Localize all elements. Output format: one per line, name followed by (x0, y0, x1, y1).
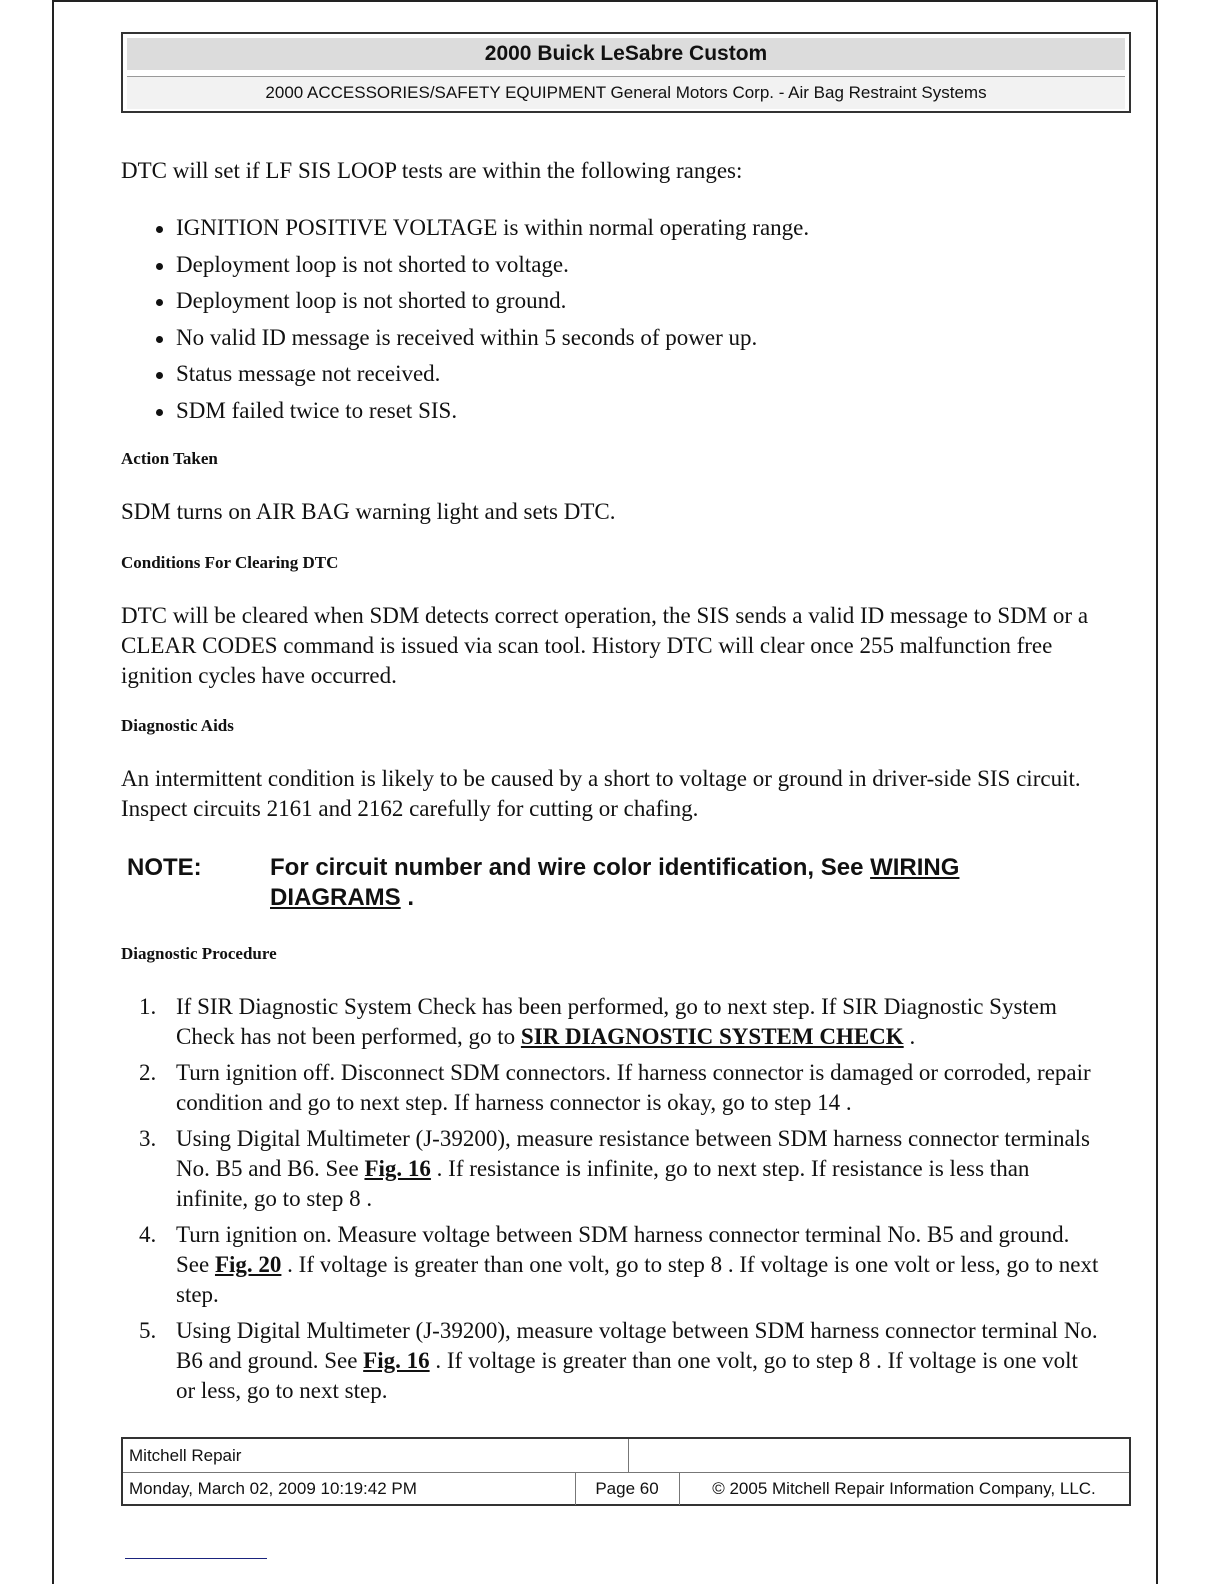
footer-company: Mitchell Repair (129, 1446, 242, 1465)
dtc-conditions-list (121, 210, 809, 429)
page-border-right (1156, 0, 1158, 1584)
action-taken-text: SDM turns on AIR BAG warning light and sets DTC. (121, 499, 616, 524)
step-text-end: . If voltage is greater than one volt, go to step 8 . If voltage is one volt or less, go to next step. (176, 1252, 1099, 1307)
step-number: 1. (139, 994, 157, 1019)
step-number: 3. (139, 1126, 157, 1151)
step-text-end: . (903, 1024, 916, 1049)
fig-16-link[interactable]: Fig. 16 (363, 1348, 430, 1373)
note-body: For circuit number and wire color identification, See (270, 854, 871, 881)
list-item: Deployment loop is not shorted to ground. (176, 283, 809, 320)
clearing-heading: Conditions For Clearing DTC (121, 553, 339, 572)
document-header (121, 32, 1131, 113)
bottom-rule (125, 1558, 267, 1559)
intro-text: DTC will set if LF SIS LOOP tests are within the following ranges: (121, 158, 743, 183)
footer-row-top (123, 1439, 1129, 1473)
list-item: IGNITION POSITIVE VOLTAGE is within normal operating range. (176, 210, 809, 247)
step-text: Using Digital Multimeter (J-39200), measure voltage between SDM harness connector terminal No. B6 and ground. See (176, 1318, 1098, 1373)
document-footer (121, 1437, 1131, 1506)
list-item: SDM failed twice to reset SIS. (176, 393, 809, 430)
step-number: 2. (139, 1060, 157, 1085)
note-end: . (400, 884, 415, 911)
step-text: Turn ignition on. Measure voltage between SDM harness connector terminal No. B5 and ground. See (176, 1222, 1070, 1277)
footer-page-number: Page 60 (595, 1479, 659, 1498)
page-border-left (52, 0, 54, 1584)
procedure-step (139, 992, 1101, 1052)
footer-row-bottom (123, 1473, 1129, 1505)
note-text (270, 853, 1070, 913)
procedure-step (139, 1220, 1101, 1310)
procedure-step (139, 1124, 1101, 1214)
step-text: Using Digital Multimeter (J-39200), measure resistance between SDM harness connector terminals No. B5 and B6. See (176, 1126, 1091, 1181)
fig-20-link[interactable]: Fig. 20 (214, 1252, 282, 1277)
section-subtitle: 2000 ACCESSORIES/SAFETY EQUIPMENT General Motors Corp. - Air Bag Restraint Systems (127, 76, 1125, 109)
diagnostic-aids-text: An intermittent condition is likely to be caused by a short to voltage or ground in driver-side SIS circuit. Inspect circuits 2161 and 2162 carefully for cutting or chafing. (121, 766, 1081, 821)
step-text-end: . If voltage is greater than one volt, go to step 8 . If voltage is one volt or less, go to next step. (176, 1348, 1078, 1403)
diagnostic-procedure-heading: Diagnostic Procedure (121, 944, 277, 963)
list-item: No valid ID message is received within 5 seconds of power up. (176, 320, 809, 357)
procedure-steps (121, 992, 1101, 1412)
note-label: NOTE: (127, 854, 202, 881)
list-item: Deployment loop is not shorted to voltage. (176, 247, 809, 284)
action-taken-heading: Action Taken (121, 449, 218, 468)
footer-copyright: © 2005 Mitchell Repair Information Company, LLC. (712, 1479, 1096, 1498)
step-text: If SIR Diagnostic System Check has been performed, go to next step. If SIR Diagnostic System Check has not been performed, go to (176, 994, 1057, 1049)
fig-16-link[interactable]: Fig. 16 (364, 1156, 431, 1181)
diagnostic-aids-heading: Diagnostic Aids (121, 716, 234, 735)
step-text: Turn ignition off. Disconnect SDM connectors. If harness connector is damaged or corroded, repair condition and go to next step. If harness connector is okay, go to step 14 . (176, 1060, 1091, 1115)
wiring-diagrams-link[interactable]: WIRING DIAGRAMS (270, 854, 960, 911)
vehicle-title: 2000 Buick LeSabre Custom (127, 38, 1125, 70)
procedure-step (139, 1316, 1101, 1406)
step-number: 5. (139, 1318, 157, 1343)
page-border-top (52, 0, 1158, 2)
step-number: 4. (139, 1222, 157, 1247)
step-text-end: . If resistance is infinite, go to next step. If resistance is less than infinite, go to step 8 . (176, 1156, 1030, 1211)
procedure-step (139, 1058, 1101, 1118)
sir-diagnostic-system-check-link[interactable]: SIR DIAGNOSTIC SYSTEM CHECK (520, 1024, 904, 1049)
footer-datetime: Monday, March 02, 2009 10:19:42 PM (129, 1479, 417, 1498)
list-item: Status message not received. (176, 356, 809, 393)
footer-divider (628, 1439, 629, 1472)
clearing-text: DTC will be cleared when SDM detects correct operation, the SIS sends a valid ID message to SDM or a CLEAR CODES command is issued via scan tool. History DTC will clear once 255 malfunction free ignition cycles have occurred. (121, 603, 1089, 688)
